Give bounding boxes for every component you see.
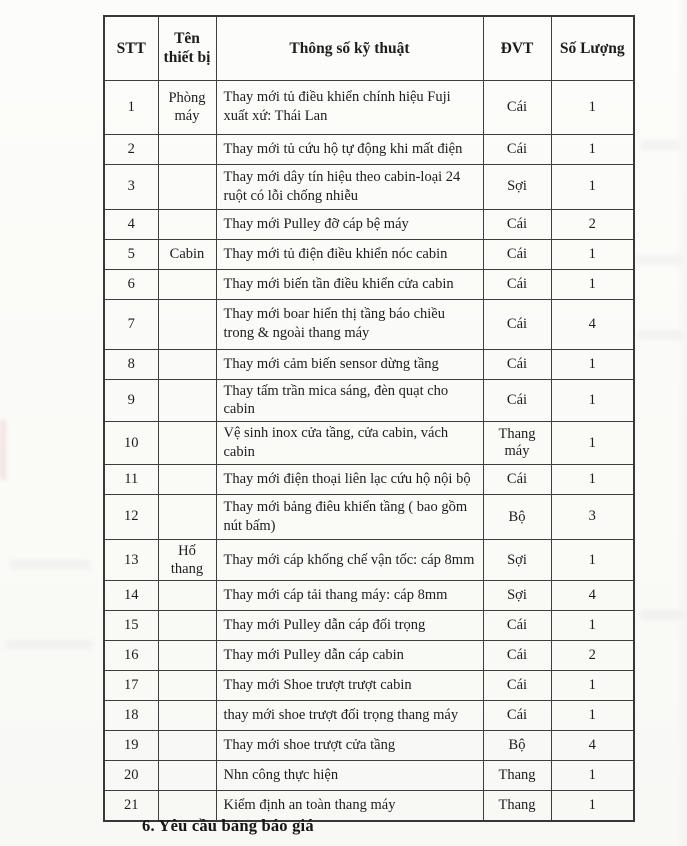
cell-spec: Vệ sinh inox cửa tầng, cửa cabin, vách cabin [216, 422, 483, 465]
cell-unit: Bộ [483, 494, 551, 539]
cell-device [158, 494, 216, 539]
cell-stt: 15 [104, 611, 158, 641]
cell-device [158, 134, 216, 164]
cell-device [158, 209, 216, 239]
cell-device [158, 269, 216, 299]
cell-stt: 7 [104, 299, 158, 349]
cell-spec: Thay mới tủ điện điều khiển nóc cabin [216, 239, 483, 269]
cell-unit: Sợi [483, 581, 551, 611]
cell-stt: 4 [104, 209, 158, 239]
cell-stt: 13 [104, 539, 158, 580]
cell-unit: Cái [483, 701, 551, 731]
cell-stt: 8 [104, 349, 158, 379]
table-row [104, 209, 634, 239]
cell-device [158, 164, 216, 209]
cell-device [158, 299, 216, 349]
cell-stt: 17 [104, 671, 158, 701]
table-row [104, 164, 634, 209]
cell-device [158, 379, 216, 422]
scan-bleed-artifact [6, 640, 92, 649]
cell-unit: Cái [483, 611, 551, 641]
scan-bleed-artifact [638, 330, 682, 340]
cell-device [158, 464, 216, 494]
header-stt: STT [104, 16, 158, 80]
cell-qty: 1 [551, 539, 634, 580]
cell-stt: 14 [104, 581, 158, 611]
cell-spec: Thay mới tủ cứu hộ tự động khi mất điện [216, 134, 483, 164]
cell-unit: Cái [483, 269, 551, 299]
cell-unit: Cái [483, 80, 551, 134]
table-row [104, 494, 634, 539]
header-device-name: Tên thiết bị [158, 16, 216, 80]
table-row [104, 581, 634, 611]
table-row [104, 422, 634, 465]
cell-qty: 4 [551, 581, 634, 611]
cell-stt: 11 [104, 464, 158, 494]
cell-unit: Thang máy [483, 422, 551, 465]
cell-device [158, 581, 216, 611]
cell-spec: Thay mới cáp khống chế vận tốc: cáp 8mm [216, 539, 483, 580]
cell-qty: 1 [551, 269, 634, 299]
cell-qty: 1 [551, 611, 634, 641]
cell-stt: 6 [104, 269, 158, 299]
header-quantity: Số Lượng [551, 16, 634, 80]
header-technical-spec: Thông số kỹ thuật [216, 16, 483, 80]
scan-edge-shadow [677, 0, 687, 846]
cell-qty: 1 [551, 791, 634, 821]
cell-unit: Cái [483, 209, 551, 239]
cell-spec: Thay mới tủ điều khiển chính hiệu Fuji xuất xứ: Thái Lan [216, 80, 483, 134]
cell-qty: 1 [551, 80, 634, 134]
table-header-row [104, 16, 634, 80]
cell-unit: Cái [483, 299, 551, 349]
cell-device: Hố thang [158, 539, 216, 580]
cell-spec: Thay mới Pulley đỡ cáp bệ máy [216, 209, 483, 239]
cell-qty: 1 [551, 464, 634, 494]
cell-unit: Cái [483, 641, 551, 671]
cell-qty: 2 [551, 641, 634, 671]
scan-bleed-artifact [636, 255, 682, 265]
cell-qty: 1 [551, 134, 634, 164]
cell-unit: Cái [483, 671, 551, 701]
table-row [104, 539, 634, 580]
scan-bleed-artifact [640, 610, 682, 620]
cell-device [158, 611, 216, 641]
equipment-spec-table [103, 15, 635, 822]
table-row [104, 701, 634, 731]
cell-unit: Cái [483, 349, 551, 379]
scan-bleed-artifact [0, 420, 6, 480]
header-unit: ĐVT [483, 16, 551, 80]
cell-qty: 1 [551, 761, 634, 791]
cell-qty: 1 [551, 671, 634, 701]
cell-stt: 16 [104, 641, 158, 671]
cell-qty: 2 [551, 209, 634, 239]
cell-stt: 1 [104, 80, 158, 134]
cell-unit: Bộ [483, 731, 551, 761]
table-row [104, 379, 634, 422]
table-row [104, 731, 634, 761]
cell-spec: Thay tấm trần mica sáng, đèn quạt cho cabin [216, 379, 483, 422]
table-row [104, 349, 634, 379]
cell-unit: Sợi [483, 164, 551, 209]
cell-stt: 20 [104, 761, 158, 791]
cell-spec: Kiểm định an toàn thang máy [216, 791, 483, 821]
table-row [104, 464, 634, 494]
scan-bleed-artifact [10, 560, 90, 569]
cell-spec: Thay mới bảng điêu khiển tầng ( bao gồm nút bấm) [216, 494, 483, 539]
cell-unit: Thang [483, 761, 551, 791]
table-row [104, 671, 634, 701]
cell-device [158, 671, 216, 701]
cell-device: Phòng máy [158, 80, 216, 134]
cell-qty: 1 [551, 701, 634, 731]
cell-qty: 1 [551, 239, 634, 269]
cell-spec: Nhn công thực hiện [216, 761, 483, 791]
table-row [104, 269, 634, 299]
cell-unit: Thang [483, 791, 551, 821]
cell-unit: Cái [483, 464, 551, 494]
cell-stt: 19 [104, 731, 158, 761]
table-row [104, 239, 634, 269]
cell-stt: 9 [104, 379, 158, 422]
cell-qty: 1 [551, 164, 634, 209]
cell-device [158, 761, 216, 791]
table-row [104, 761, 634, 791]
section-heading: 6. Yêu cầu bảng báo giá [142, 816, 314, 835]
cell-device [158, 731, 216, 761]
cell-stt: 12 [104, 494, 158, 539]
cell-spec: Thay mới shoe trượt cửa tầng [216, 731, 483, 761]
cell-spec: Thay mới cảm biến sensor dừng tầng [216, 349, 483, 379]
cell-qty: 4 [551, 731, 634, 761]
table-row [104, 641, 634, 671]
cell-unit: Cái [483, 239, 551, 269]
cell-spec: Thay mới biến tần điều khiển cửa cabin [216, 269, 483, 299]
cell-stt: 18 [104, 701, 158, 731]
cell-qty: 1 [551, 422, 634, 465]
cell-stt: 5 [104, 239, 158, 269]
cell-spec: Thay mới Pulley dẫn cáp cabin [216, 641, 483, 671]
cell-unit: Sợi [483, 539, 551, 580]
cell-device [158, 349, 216, 379]
cell-unit: Cái [483, 379, 551, 422]
cell-unit: Cái [483, 134, 551, 164]
cell-stt: 3 [104, 164, 158, 209]
cell-qty: 1 [551, 379, 634, 422]
cell-spec: Thay mới dây tín hiệu theo cabin-loại 24 ruột có lỗi chống nhiễu [216, 164, 483, 209]
cell-device [158, 422, 216, 465]
table-row [104, 134, 634, 164]
cell-qty: 4 [551, 299, 634, 349]
cell-device [158, 701, 216, 731]
table-row [104, 299, 634, 349]
cell-spec: Thay mới Pulley dẫn cáp đối trọng [216, 611, 483, 641]
cell-spec: Thay mới Shoe trượt trượt cabin [216, 671, 483, 701]
cell-device [158, 641, 216, 671]
cell-spec: Thay mới điện thoại liên lạc cứu hộ nội bộ [216, 464, 483, 494]
cell-stt: 2 [104, 134, 158, 164]
cell-spec: Thay mới boar hiển thị tầng báo chiều trong & ngoài thang máy [216, 299, 483, 349]
scan-bleed-artifact [640, 140, 680, 150]
table-row [104, 80, 634, 134]
cell-stt: 21 [104, 791, 158, 821]
table-row [104, 611, 634, 641]
cell-stt: 10 [104, 422, 158, 465]
cell-spec: thay mới shoe trượt đối trọng thang máy [216, 701, 483, 731]
cell-device: Cabin [158, 239, 216, 269]
cell-spec: Thay mới cáp tải thang máy: cáp 8mm [216, 581, 483, 611]
cell-qty: 3 [551, 494, 634, 539]
cell-qty: 1 [551, 349, 634, 379]
